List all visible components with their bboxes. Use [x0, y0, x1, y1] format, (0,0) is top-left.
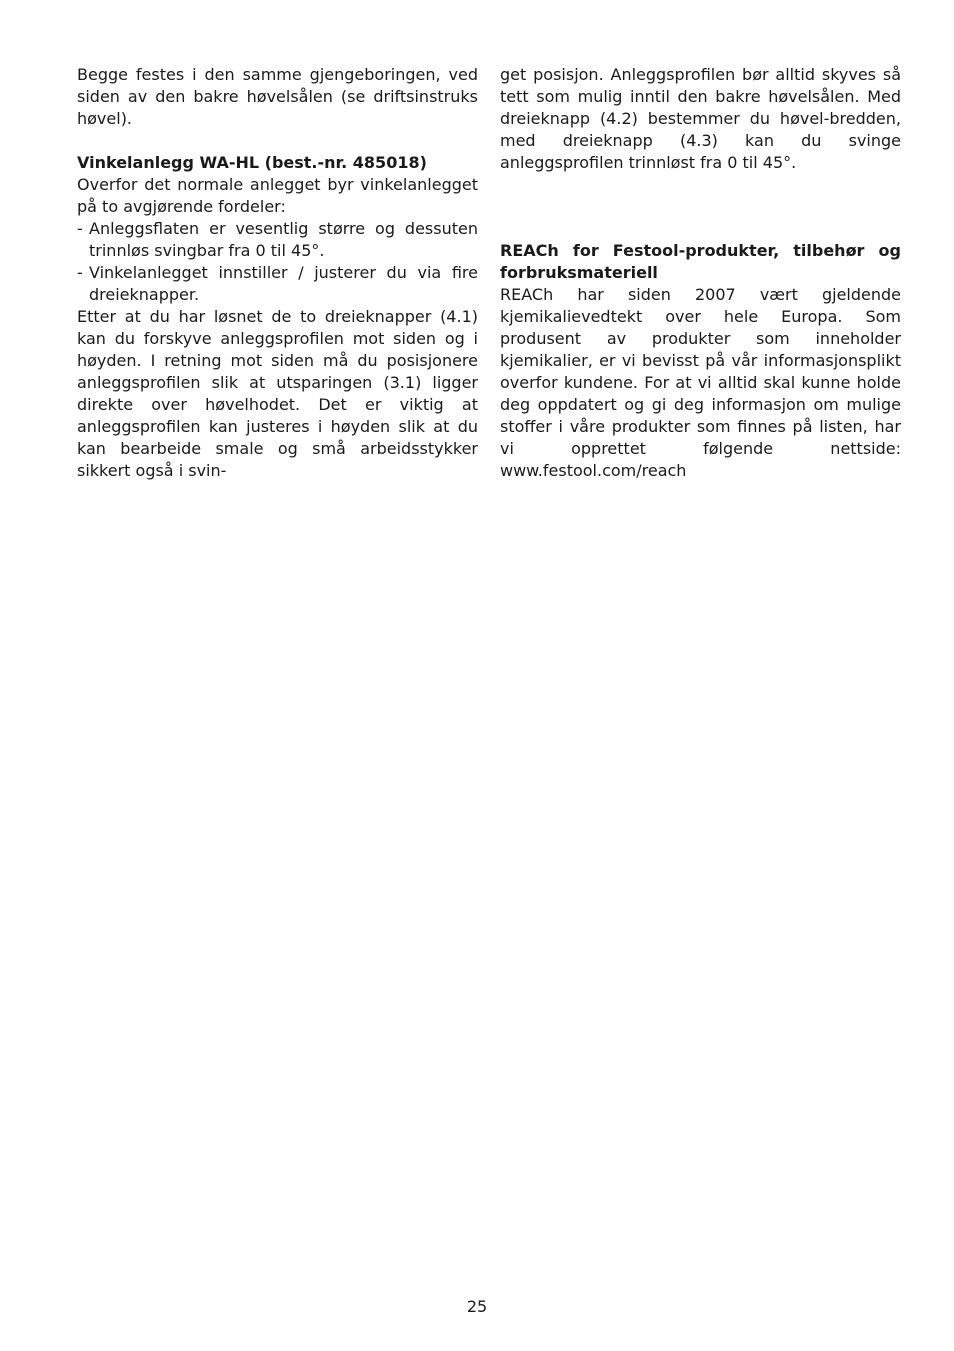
section-heading-wa-hl: Vinkelanlegg WA-HL (best.-nr. 485018) [77, 153, 427, 172]
right-column [500, 64, 901, 482]
intro-paragraph: Begge festes i den samme gjengeboringen, ved siden av den bakre høvelsålen (se driftsinstruks høvel). [77, 65, 478, 128]
spacer [77, 130, 478, 152]
list-item: - Anleggsflaten er vesentlig større og dessuten trinnløs svingbar fra 0 til 45°. [77, 218, 478, 262]
reach-paragraph: REACh har siden 2007 vært gjeldende kjemikalievedtekt over hele Europa. Som produsent av produkter som inneholder kjemikalier, er vi bevisst på vår informasjonsplikt overfor kundene. For at vi alltid skal kunne holde deg oppdatert og gi deg informasjon om mulige stoffer i våre produkter som finnes på listen, har vi opprettet følgende nettside: www.festool.com/reach [500, 285, 901, 480]
page-number: 25 [466, 1297, 488, 1316]
left-column [77, 64, 478, 482]
list-item: - Vinkelanlegget innstiller / justerer du via fire dreieknapper. [77, 262, 478, 306]
section-heading-reach: REACh for Festool-produkter, tilbehør og forbruksmateriell [500, 241, 901, 282]
spacer [500, 174, 901, 240]
continuation-paragraph: get posisjon. Anleggsprofilen bør alltid skyves så tett som mulig inntil den bakre høvelsålen. Med dreieknapp (4.2) bestemmer du høvel-bredden, med dreieknapp (4.3) kan du svinge anleggsprofilen trinnløst fra 0 til 45°. [500, 65, 901, 172]
advantages-list [77, 218, 478, 306]
section-intro-paragraph: Overfor det normale anlegget byr vinkelanlegget på to avgjørende fordeler: [77, 175, 478, 216]
body-paragraph: Etter at du har løsnet de to dreieknapper (4.1) kan du forskyve anleggsprofilen mot siden og i høyden. I retning mot siden må du posisjonere anleggsprofilen slik at utsparingen (3.1) ligger direkte over høvelhodet. Det er viktig at anleggsprofilen kan justeres i høyden slik at du kan bearbeide smale og små arbeidsstykker sikkert også i svin- [77, 307, 478, 480]
